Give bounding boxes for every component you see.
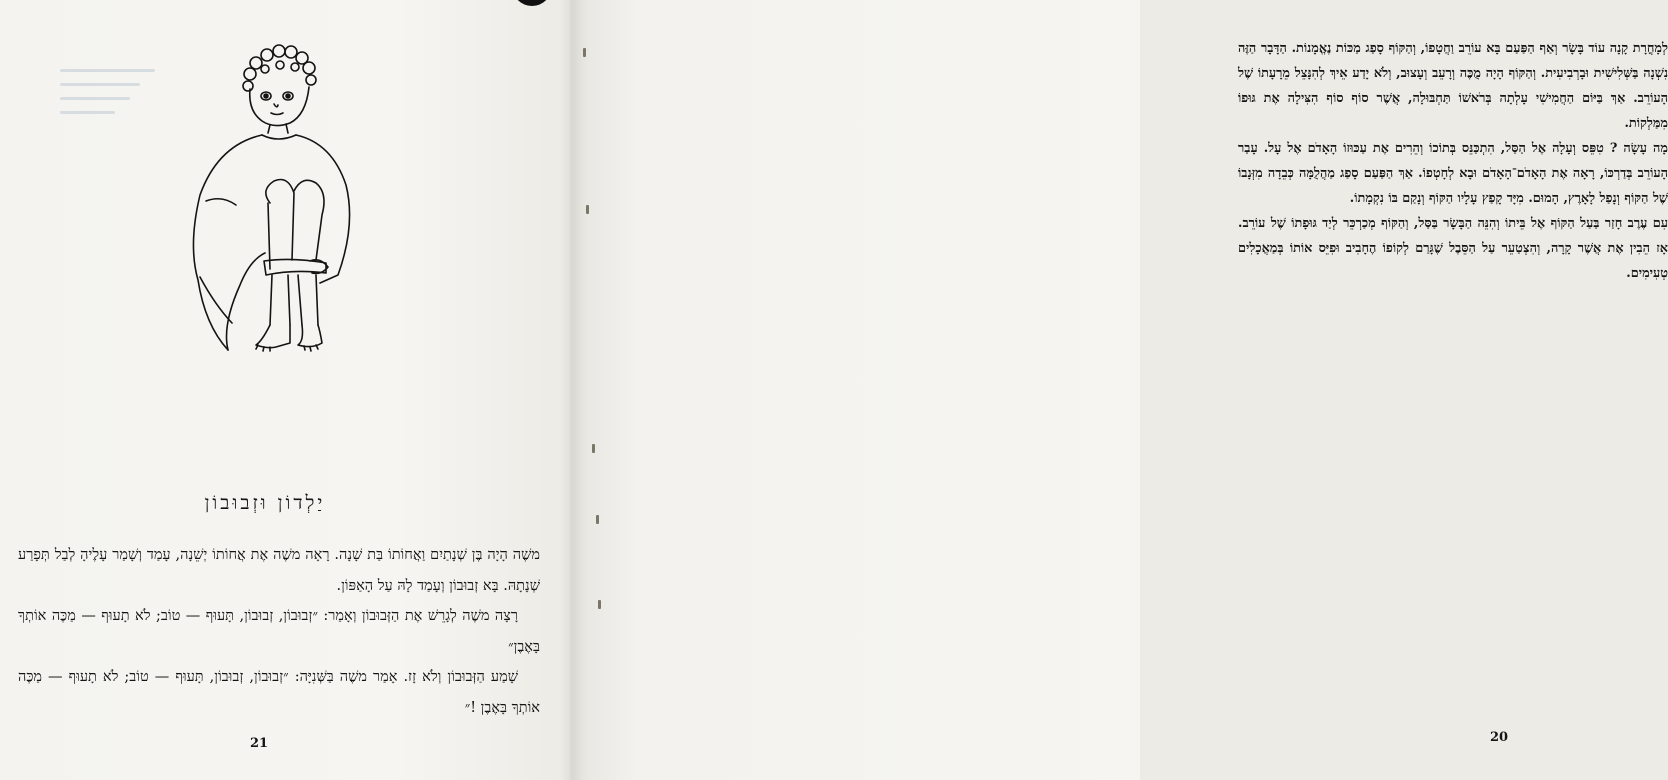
child-illustration xyxy=(170,25,370,375)
book-gutter xyxy=(560,0,586,780)
binding-stitch xyxy=(596,515,599,524)
left-body-text xyxy=(18,540,540,723)
binding-stitch xyxy=(583,48,586,57)
paragraph: עִם עֶרֶב חָזַר בַּעַל הַקּוֹף אֶל בֵּיתוֹ וְהִנֵּה הַבָּשָׂר בַּסַּל, וְהַקּוֹף מְכַרְכֵּר לְיַד גּוּפָתוֹ שֶׁל עוֹרֵב. אָז הֵבִין אֶת אֲשֶׁר קָרָה, וְהִצְטַעֵר עַל הַסֵּבֶל שֶׁגָּרַם לְקוֹפוֹ הֶחָבִיב וּפִיֵּס אוֹתוֹ בְּמַאֲכָלִים טְעִימִים. xyxy=(1238,216,1668,281)
paragraph: רָצָה משֶׁה לְגָרֵשׁ אֶת הַזְּבוּבוֹן וְאָמַר: ״זְבוּבוֹן, זְבוּבוֹן, תָּעוּף — טוֹב; לֹא תָעוּף — מַכֶּה אוֹתְךָ בָּאֶבֶן״ xyxy=(18,608,540,655)
bleed-through-text xyxy=(60,58,160,148)
binding-stitch xyxy=(592,444,595,453)
binding-stitch xyxy=(586,205,589,214)
paragraph: לְמָחֳרָת קָנָה עוֹד בָּשָׂר וְאַף הַפַּעַם בָּא עוֹרֵב וַחֲטָפוֹ, וְהַקּוֹף סָפַג מַכּוֹת נֶאֱמָנוֹת. הַדָּבָר הַזֶּה נִשְׁנָה בַּשְּׁלִישִׁית וּבָרְבִיעִית. וְהַקּוֹף הָיָה מֻכֶּה וְרָעֵב וְעָצוּב, וְלֹא יָדַע אֵיךְ לְהִנָּצֵל מֵרָעָתוֹ שֶׁל הָעוֹרֵב. אַךְ בַּיּוֹם הַחֲמִישִׁי עָלְתָה בְּרֹאשׁוֹ תַּחְבּוּלָה, אֲשֶׁר סוֹף סוֹף הִצִּילָה אֶת גּוּפוֹ מִמַּלְקוֹת. xyxy=(1238,41,1668,131)
right-body-text xyxy=(1238,36,1668,286)
binding-stitch xyxy=(598,600,601,609)
page-number-left: 21 xyxy=(250,736,269,751)
story-title: יַלְדוֹן וּזְבוּבוֹן xyxy=(204,492,326,514)
left-page xyxy=(0,0,570,780)
paragraph: משֶׁה הָיָה בֶּן שְׁנָתַיִם וַאֲחוֹתוֹ בַּת שָׁנָה. רָאָה משֶׁה אֶת אֲחוֹתוֹ יְשֵׁנָה, עָמַד וְשָׁמַר עָלֶיהָ לְבַל תְּפָרַע שְׁנָתָהּ. בָּא זְבוּבוֹן וְעָמַד לָהּ עַל הָאַפּוֹן. xyxy=(18,547,540,594)
paragraph: שָׁמַע הַזְּבוּבוֹן וְלֹא זָז. אָמַר משֶׁה בַּשְּׁנִיָּה: ״זְבוּבוֹן, זְבוּבוֹן, תָּעוּף — טוֹב; לֹא תָעוּף — מַכֶּה אוֹתְךָ בָּאֶבֶן !״ xyxy=(18,669,540,716)
paragraph: מָה עָשָׂה ? טִפֵּס וְעָלָה אֶל הַסַּל, הִתְכַּנֵּס בְּתוֹכוֹ וְהֵרִים אֶת עַכּוּזוֹ הָאָדֹם אֶל עָל. עָבַר הָעוֹרֵב בְּדַרְכּוֹ, רָאָה אֶת הָאָדֹם־הָאָדֹם וּבָא לְחָטְפוֹ. אַךְ הַפַּעַם סָפַג מַהֲלֻמָּה כְּבֵדָה מִזְּנָבוֹ שֶׁל הַקּוֹף וְנָפַל לָאָרֶץ, הָמוּם. מִיָּד קָפַץ עָלָיו הַקּוֹף וְנָקַם בּוֹ נִקְמָתוֹ. xyxy=(1238,141,1668,206)
right-page xyxy=(570,0,1668,780)
page-number-right: 20 xyxy=(1490,730,1509,745)
